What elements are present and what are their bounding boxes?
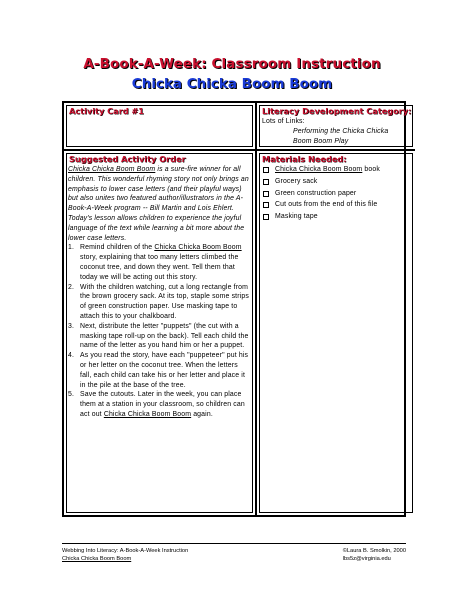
steps-list [68, 243, 251, 419]
literacy-category-header: Literacy Development Category: [262, 106, 412, 116]
footer-series-title: Webbing Into Literacy: A-Book-A-Week Instruction [62, 548, 189, 554]
materials-list [261, 165, 411, 224]
step-number: 4. [68, 352, 75, 360]
list-item: Masking tape [261, 212, 411, 224]
step-text: Save the cutouts. Later in the week, you can place them at a station in your classroom, so children can act out Chicka Chicka Boom Boom again. [80, 391, 245, 418]
activity-card-cell [64, 103, 257, 151]
materials-header: Materials Needed: [262, 154, 347, 164]
list-item [68, 283, 251, 322]
list-item [68, 243, 251, 282]
checkbox-bullet-icon [261, 177, 275, 189]
step-number: 5. [68, 391, 75, 399]
intro-paragraph [68, 165, 251, 243]
activity-card-label: Activity Card #1 [69, 106, 144, 116]
list-item [68, 322, 251, 351]
list-item: Grocery sack [261, 177, 411, 189]
list-item [68, 390, 251, 419]
links-label: Lots of Links: [262, 118, 305, 125]
intro-book-title: Chicka Chicka Boom Boom [68, 166, 156, 173]
link-text-1: Performing the Chicka Chicka [293, 127, 389, 135]
link-performing-play[interactable] [293, 127, 411, 147]
literacy-category-cell [257, 103, 415, 151]
step-number: 1. [68, 244, 75, 252]
book-link[interactable]: Chicka Chicka Boom Boom [103, 410, 192, 418]
footer-email[interactable]: lbs5z@virginia.edu [342, 556, 391, 563]
intro-text: is a sure-fire winner for all children. This wonderful rhyming story not only brings an emphasis to lower case letters (and their playful ways) but also unites two featured author/illustrators in the A-Book-A-Week program -- Bill Martin and Lois Ehlert. Today's lesson allows children to experience the joyful language of the text while learning a bit more about the lower case letters. [68, 166, 249, 242]
footer-book-link[interactable]: Chicka Chicka Boom Boom [62, 556, 132, 563]
page-title: A-Book-A-Week: Classroom Instruction [83, 56, 381, 72]
title-block [0, 56, 464, 92]
list-item [68, 351, 251, 390]
activity-card-table [62, 101, 412, 517]
footer-copyright: ©Laura B. Smolkin, 2000 [342, 548, 406, 554]
step-text: Next, distribute the letter "puppets" (the cut with a masking tape roll-up on the back). Tell each child the name of the letter as you hand him or her a puppet. [80, 322, 249, 350]
book-title: Chicka Chicka Boom Boom [131, 76, 333, 92]
checkbox-bullet-icon [261, 212, 275, 224]
link-text-2: Boom Boom Play [293, 137, 349, 145]
materials-cell [257, 151, 415, 515]
footer-right [343, 547, 406, 564]
list-item: Cut outs from the end of this file [261, 200, 411, 212]
footer-left [62, 547, 188, 564]
suggested-activity-cell [64, 151, 257, 515]
checkbox-bullet-icon [261, 200, 275, 212]
list-item: Green construction paper [261, 189, 411, 201]
book-link[interactable]: Chicka Chicka Boom Boom [154, 244, 242, 252]
list-item: Chicka Chicka Boom Boom book [261, 165, 411, 177]
checkbox-bullet-icon [261, 165, 275, 177]
step-text: As you read the story, have each "puppeteer" put his or her letter on the coconut tree. When the letters fall, each child can take his or her letter and place it in the pile at the base of the tree. [80, 352, 249, 389]
checkbox-bullet-icon [261, 189, 275, 201]
suggested-activity-header: Suggested Activity Order [69, 154, 186, 164]
step-number: 3. [68, 322, 75, 330]
step-text: Remind children of the Chicka Chicka Boom Boom story, explaining that too many letters climbed the coconut tree, and down they went. Tell them that today we will be acting out this story. [80, 244, 242, 281]
footer-divider [62, 543, 406, 544]
step-text: With the children watching, cut a long rectangle from the brown grocery sack. At its top, staple some strips of green construction paper. Use masking tape to attach this to your chalkboard. [80, 283, 249, 320]
book-link[interactable]: Chicka Chicka Boom Boom [275, 166, 363, 173]
step-number: 2. [68, 283, 75, 291]
